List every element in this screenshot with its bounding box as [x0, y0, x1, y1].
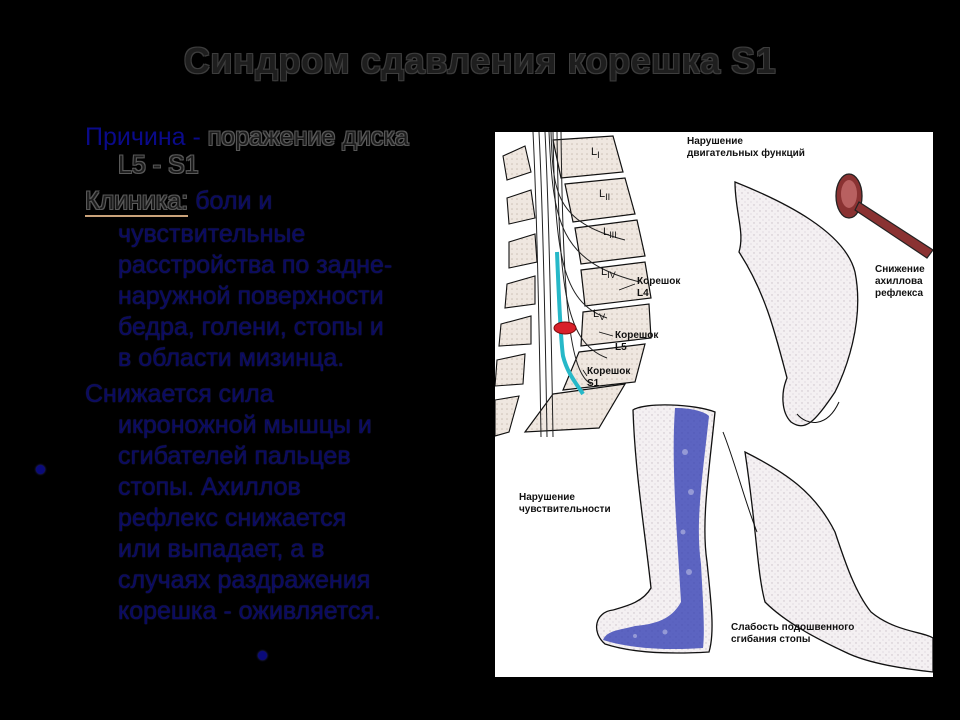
- vertebra-index: V: [599, 312, 606, 323]
- vertebra-index: I: [597, 150, 600, 161]
- weakness-line-7: корешка - оживляется.: [118, 597, 381, 625]
- reflex-hammer: [836, 174, 933, 258]
- bullet-dot: [258, 651, 267, 660]
- achilles-reduction-label: Снижение: [875, 264, 925, 275]
- vertebra-label: L: [601, 266, 608, 278]
- weakness-line-1: икроножной мышцы и: [118, 411, 372, 439]
- root-s1-label: Корешок: [587, 366, 631, 377]
- root-l5-label: Корешок: [615, 330, 659, 341]
- slide-title: Синдром сдавления корешка S1: [183, 40, 777, 81]
- cause-label: Причина -: [85, 123, 208, 151]
- clinic-label: Клиника:: [85, 187, 189, 215]
- clinic-line-3: наружной поверхности: [118, 282, 384, 310]
- motor-impairment-label: двигательных функций: [687, 148, 805, 159]
- root-l4-label: Корешок: [637, 276, 681, 287]
- weakness-line-6: случаях раздражения: [118, 566, 371, 594]
- anatomy-illustration: [495, 132, 933, 677]
- vertebra-label: L: [599, 188, 606, 200]
- anatomy-figure: [495, 132, 933, 677]
- weakness-line-3: стопы. Ахиллов: [118, 473, 301, 501]
- vertebra-index: III: [609, 230, 617, 241]
- clinic-line-5: в области мизинца.: [118, 344, 345, 372]
- cause-text: поражение диска: [207, 123, 409, 151]
- clinic-line-0: боли и: [195, 187, 273, 215]
- plantar-weakness-label: Слабость подошвенного: [731, 622, 855, 633]
- weakness-line-0: Снижается сила: [85, 380, 274, 408]
- weakness-line-2: сгибателей пальцев: [118, 442, 351, 470]
- cause-text-2: L5 - S1: [118, 151, 199, 179]
- bullet-dot: [36, 465, 45, 474]
- sensory-impairment-label: чувствительности: [519, 504, 611, 515]
- weakness-line-5: или выпадает, а в: [118, 535, 325, 563]
- root-l5-label: L5: [615, 342, 627, 353]
- vertebra-index: II: [605, 192, 611, 203]
- achilles-reduction-label: ахиллова: [875, 276, 923, 287]
- foot-achilles: [735, 182, 858, 426]
- sensory-impairment-label: Нарушение: [519, 492, 575, 503]
- vertebra-label: L: [593, 308, 600, 320]
- clinic-line-2: расстройства по задне-: [118, 251, 393, 279]
- root-l4-label: L4: [637, 288, 649, 299]
- clinic-line-4: бедра, голени, стопы и: [118, 313, 384, 341]
- vertebra-index: IV: [607, 270, 616, 281]
- disc-herniation: [554, 322, 576, 334]
- plantar-weakness-label: сгибания стопы: [731, 634, 811, 645]
- vertebra-label: L: [603, 226, 610, 238]
- root-s1-label: S1: [587, 378, 600, 389]
- motor-impairment-label: Нарушение: [687, 136, 743, 147]
- vertebra-label: L: [591, 146, 598, 158]
- achilles-reduction-label: рефлекса: [875, 288, 924, 299]
- clinic-line-1: чувствительные: [118, 220, 306, 248]
- weakness-line-4: рефлекс снижается: [118, 504, 347, 532]
